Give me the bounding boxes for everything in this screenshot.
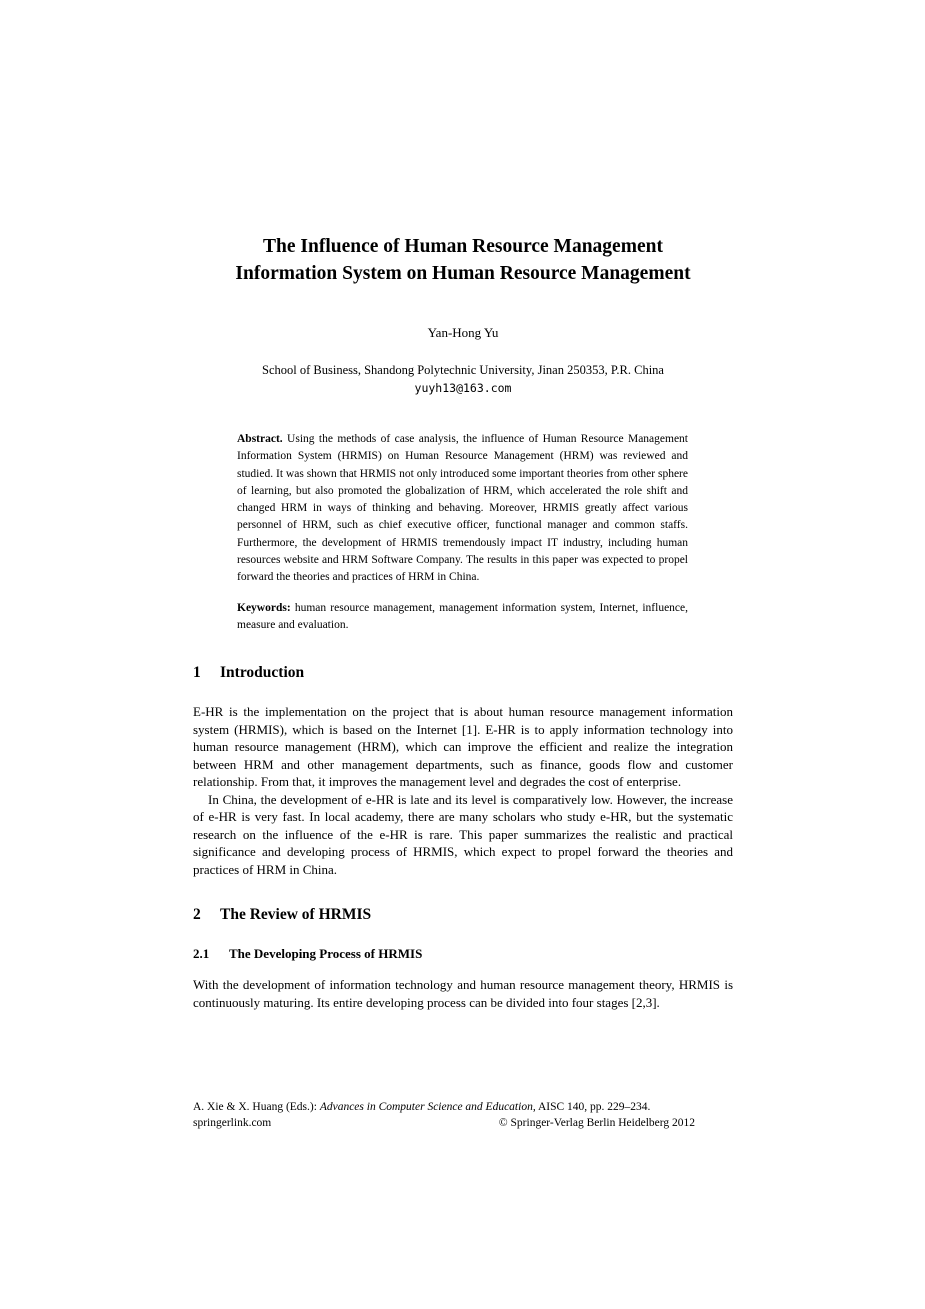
keywords <box>237 600 688 635</box>
section-1-paragraph-1: E-HR is the implementation on the project that is about human resource management information system (HRMIS), which is based on the Internet [1]. E-HR is to apply information technology into human resource management (HRM), which can improve the efficient and realize the integration between HRM and other management departments, such as finance, goods flow and customer relationship. From that, it improves the management level and degrades the cost of enterprise. <box>193 704 733 790</box>
footer-editors: A. Xie & X. Huang (Eds.): <box>193 1101 317 1113</box>
subsection-2-1-title: The Developing Process of HRMIS <box>229 946 423 962</box>
abstract-label: Abstract. <box>237 433 283 445</box>
section-1-number: 1 <box>193 664 201 682</box>
section-2-number: 2 <box>193 906 201 924</box>
email-address: yuyh13@163.com <box>414 381 512 395</box>
paper-title-line-2: Information System on Human Resource Management <box>235 263 691 284</box>
paper-title-line-1: The Influence of Human Resource Management <box>263 236 663 257</box>
footer-site: springerlink.com <box>193 1117 272 1129</box>
subsection-2-1-number: 2.1 <box>193 946 210 962</box>
footer-volume-pages: AISC 140, pp. 229–234. <box>537 1101 651 1113</box>
author-name: Yan-Hong Yu <box>427 325 499 340</box>
section-2-title: The Review of HRMIS <box>220 906 372 924</box>
paper-title <box>193 233 733 287</box>
keywords-text: human resource management, management information system, Internet, influence, measure and evaluation. <box>237 601 689 631</box>
content-column <box>193 233 733 1011</box>
section-1-paragraph-2: In China, the development of e-HR is late and its level is comparatively low. However, the increase of e-HR is very fast. In local academy, there are many scholars who study e-HR, but the systematic research on the influence of the e-HR is rare. This paper summarizes the realistic and practical significance and developing process of HRMIS, which expect to propel forward the theories and practices of HRM in China. <box>193 791 733 877</box>
affiliation: School of Business, Shandong Polytechnic University, Jinan 250353, P.R. China <box>262 363 664 377</box>
abstract-text: Using the methods of case analysis, the influence of Human Resource Management Information System (HRMIS) on Human Resource Management (HRM) was reviewed and studied. It was shown that HRMIS not only introduced some important theories from other sphere of learning, but also promoted the globalization of HRM, which accelerated the role shift and changed HRM in ways of thinking and behaving. Moreover, HRMIS greatly affect various personnel of HRM, such as chief executive officer, functional manager and common staffs. Furthermore, the development of HRMIS tremendously impact IT industry, including human resources website and HRM Software Company. The results in this paper was expected to propel forward the theories and practices of HRM in China. <box>237 433 689 584</box>
footer-copyright: © Springer-Verlag Berlin Heidelberg 2012 <box>498 1117 695 1129</box>
footer-book-title: Advances in Computer Science and Education, <box>319 1101 536 1113</box>
footer-publisher-line <box>193 1116 695 1131</box>
abstract-block <box>237 431 688 634</box>
abstract <box>237 431 688 587</box>
section-1-title: Introduction <box>220 664 305 682</box>
subsection-2-1-paragraph-1: With the development of information technology and human resource management theory, HRMIS is continuously maturing. Its entire developing process can be divided into four stages [2,3]. <box>193 977 733 1010</box>
page-footer <box>193 1100 733 1131</box>
footer-citation <box>193 1100 733 1115</box>
section-1-heading <box>193 664 733 682</box>
subsection-2-1-heading <box>193 946 733 962</box>
section-2-heading <box>193 906 733 924</box>
keywords-label: Keywords: <box>237 601 291 614</box>
